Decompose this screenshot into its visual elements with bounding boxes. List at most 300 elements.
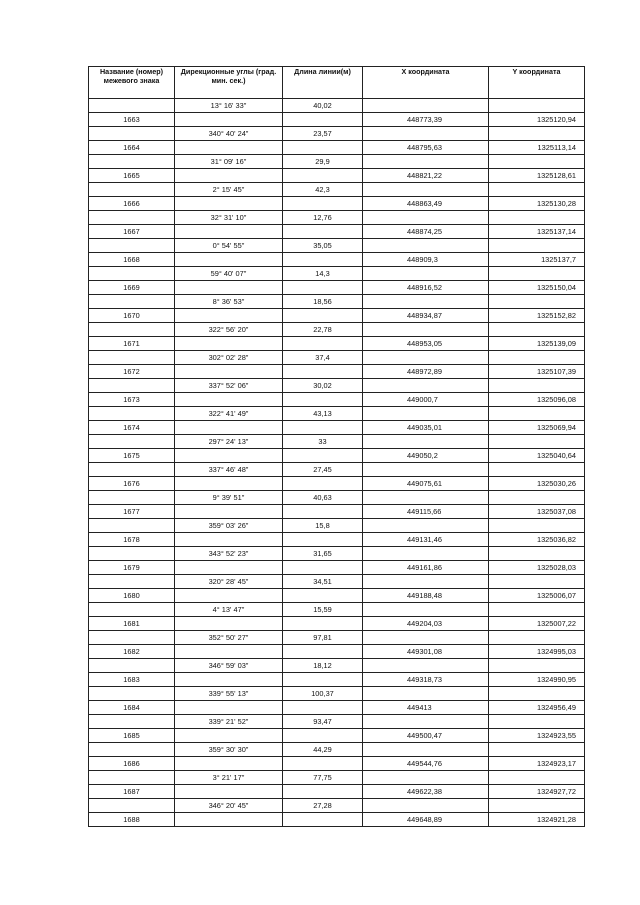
point-x: 449648,89 [363,813,489,827]
segment-empty [363,379,489,393]
point-x: 449131,46 [363,533,489,547]
point-id: 1674 [89,421,175,435]
point-y: 1325007,22 [489,617,585,631]
point-empty [283,449,363,463]
point-x: 448863,49 [363,197,489,211]
segment-row [89,799,585,813]
point-row [89,449,585,463]
point-y: 1325040,64 [489,449,585,463]
point-empty [283,757,363,771]
segment-empty [89,715,175,729]
point-empty [283,673,363,687]
point-row [89,477,585,491]
segment-row [89,575,585,589]
header-length: Длина линии(м) [283,67,363,99]
point-id: 1678 [89,533,175,547]
segment-empty [489,575,585,589]
segment-row [89,155,585,169]
segment-empty [489,547,585,561]
point-empty [283,169,363,183]
segment-length: 30,02 [283,379,363,393]
header-x: Х координата [363,67,489,99]
point-empty [175,477,283,491]
header-angles: Дирекционные углы (град. мин. сек.) [175,67,283,99]
point-id: 1666 [89,197,175,211]
point-row [89,617,585,631]
point-y: 1325096,08 [489,393,585,407]
segment-row [89,435,585,449]
point-row [89,281,585,295]
segment-length: 12,76 [283,211,363,225]
point-empty [175,393,283,407]
segment-length: 43,13 [283,407,363,421]
segment-empty [89,379,175,393]
segment-empty [363,183,489,197]
segment-empty [89,687,175,701]
point-x: 449544,76 [363,757,489,771]
segment-angle: 2° 15' 45" [175,183,283,197]
point-id: 1669 [89,281,175,295]
point-empty [175,169,283,183]
point-id: 1667 [89,225,175,239]
point-y: 1325120,94 [489,113,585,127]
point-empty [175,197,283,211]
point-empty [283,141,363,155]
segment-angle: 359° 30' 30" [175,743,283,757]
point-empty [283,561,363,575]
point-id: 1668 [89,253,175,267]
segment-row [89,379,585,393]
segment-angle: 339° 55' 13" [175,687,283,701]
segment-empty [363,155,489,169]
point-row [89,813,585,827]
point-id: 1665 [89,169,175,183]
segment-row [89,463,585,477]
segment-length: 93,47 [283,715,363,729]
point-empty [283,589,363,603]
point-row [89,701,585,715]
segment-empty [363,99,489,113]
point-row [89,113,585,127]
point-id: 1677 [89,505,175,519]
point-empty [175,141,283,155]
segment-length: 31,65 [283,547,363,561]
segment-length: 23,57 [283,127,363,141]
point-empty [175,533,283,547]
segment-empty [89,155,175,169]
segment-empty [363,575,489,589]
point-y: 1325128,61 [489,169,585,183]
point-empty [283,505,363,519]
segment-angle: 346° 20' 45" [175,799,283,813]
point-y: 1325137,7 [489,253,585,267]
segment-row [89,603,585,617]
point-y: 1325130,28 [489,197,585,211]
point-x: 449188,48 [363,589,489,603]
point-empty [175,337,283,351]
segment-empty [89,407,175,421]
segment-empty [363,323,489,337]
segment-length: 40,02 [283,99,363,113]
segment-angle: 352° 50' 27" [175,631,283,645]
point-id: 1670 [89,309,175,323]
point-empty [283,393,363,407]
point-empty [283,477,363,491]
point-x: 449035,01 [363,421,489,435]
point-y: 1324927,72 [489,785,585,799]
point-x: 448934,87 [363,309,489,323]
segment-angle: 346° 59' 03" [175,659,283,673]
point-row [89,645,585,659]
point-y: 1325139,09 [489,337,585,351]
segment-empty [489,435,585,449]
point-empty [175,421,283,435]
segment-empty [489,155,585,169]
point-row [89,225,585,239]
point-id: 1672 [89,365,175,379]
point-empty [175,589,283,603]
point-empty [175,757,283,771]
point-y: 1325028,03 [489,561,585,575]
header-name: Название (номер) межевого знака [89,67,175,99]
point-x: 449050,2 [363,449,489,463]
segment-empty [89,603,175,617]
point-x: 449318,73 [363,673,489,687]
segment-angle: 13° 16' 33" [175,99,283,113]
point-empty [283,617,363,631]
segment-empty [89,267,175,281]
point-empty [283,729,363,743]
segment-empty [363,491,489,505]
point-y: 1325150,04 [489,281,585,295]
segment-empty [89,323,175,337]
point-row [89,757,585,771]
point-empty [175,645,283,659]
segment-angle: 322° 41' 49" [175,407,283,421]
segment-row [89,267,585,281]
point-row [89,141,585,155]
segment-empty [489,379,585,393]
segment-empty [89,295,175,309]
point-y: 1324956,49 [489,701,585,715]
point-y: 1325113,14 [489,141,585,155]
segment-row [89,127,585,141]
header-row [89,67,585,99]
segment-empty [89,575,175,589]
point-y: 1325152,82 [489,309,585,323]
point-row [89,673,585,687]
segment-empty [89,771,175,785]
segment-empty [363,687,489,701]
point-y: 1325030,26 [489,477,585,491]
segment-length: 37,4 [283,351,363,365]
segment-empty [363,407,489,421]
segment-empty [489,519,585,533]
segment-angle: 3° 21' 17" [175,771,283,785]
segment-row [89,295,585,309]
segment-empty [489,323,585,337]
segment-row [89,323,585,337]
point-x: 449500,47 [363,729,489,743]
point-empty [175,365,283,379]
coordinates-table [88,66,585,827]
segment-row [89,239,585,253]
segment-length: 77,75 [283,771,363,785]
segment-length: 18,12 [283,659,363,673]
point-id: 1675 [89,449,175,463]
point-row [89,393,585,407]
point-x: 448795,63 [363,141,489,155]
segment-empty [363,603,489,617]
segment-length: 44,29 [283,743,363,757]
point-id: 1682 [89,645,175,659]
point-x: 449413 [363,701,489,715]
segment-angle: 339° 21' 52" [175,715,283,729]
point-id: 1685 [89,729,175,743]
point-empty [175,617,283,631]
segment-empty [363,239,489,253]
point-x: 448916,52 [363,281,489,295]
segment-empty [89,631,175,645]
segment-empty [363,463,489,477]
segment-empty [489,351,585,365]
segment-empty [363,799,489,813]
point-id: 1683 [89,673,175,687]
segment-empty [89,99,175,113]
point-x: 449301,08 [363,645,489,659]
segment-angle: 31° 09' 16" [175,155,283,169]
segment-length: 33 [283,435,363,449]
segment-empty [89,463,175,477]
segment-empty [363,127,489,141]
point-empty [175,253,283,267]
segment-empty [489,771,585,785]
segment-empty [363,547,489,561]
segment-empty [89,211,175,225]
point-x: 449161,86 [363,561,489,575]
point-row [89,561,585,575]
point-y: 1325069,94 [489,421,585,435]
segment-empty [363,519,489,533]
point-row [89,309,585,323]
segment-empty [489,463,585,477]
segment-row [89,631,585,645]
point-x: 449622,38 [363,785,489,799]
point-row [89,785,585,799]
point-id: 1681 [89,617,175,631]
point-id: 1676 [89,477,175,491]
segment-empty [89,127,175,141]
segment-row [89,547,585,561]
segment-empty [489,239,585,253]
segment-angle: 337° 52' 06" [175,379,283,393]
segment-empty [489,127,585,141]
point-row [89,505,585,519]
segment-length: 35,05 [283,239,363,253]
point-id: 1663 [89,113,175,127]
point-empty [283,197,363,211]
point-row [89,729,585,743]
point-empty [175,309,283,323]
point-empty [175,673,283,687]
segment-angle: 32° 31' 10" [175,211,283,225]
segment-empty [89,659,175,673]
point-y: 1324923,17 [489,757,585,771]
segment-length: 42,3 [283,183,363,197]
point-y: 1325107,39 [489,365,585,379]
segment-length: 15,59 [283,603,363,617]
segment-angle: 340° 40' 24" [175,127,283,141]
segment-empty [363,743,489,757]
segment-row [89,715,585,729]
point-id: 1688 [89,813,175,827]
segment-row [89,183,585,197]
segment-empty [489,99,585,113]
point-x: 449000,7 [363,393,489,407]
segment-row [89,519,585,533]
point-y: 1325037,08 [489,505,585,519]
segment-empty [363,435,489,449]
segment-length: 40,63 [283,491,363,505]
segment-empty [489,267,585,281]
point-x: 448773,39 [363,113,489,127]
point-empty [175,561,283,575]
segment-row [89,743,585,757]
segment-empty [489,407,585,421]
segment-empty [89,239,175,253]
segment-length: 34,51 [283,575,363,589]
point-row [89,197,585,211]
segment-length: 100,37 [283,687,363,701]
point-empty [175,113,283,127]
segment-empty [489,183,585,197]
point-id: 1671 [89,337,175,351]
segment-empty [363,211,489,225]
point-y: 1325036,82 [489,533,585,547]
segment-row [89,491,585,505]
segment-empty [489,631,585,645]
point-empty [283,701,363,715]
segment-empty [363,659,489,673]
header-y: Y координата [489,67,585,99]
segment-row [89,659,585,673]
segment-angle: 9° 39' 51" [175,491,283,505]
point-row [89,253,585,267]
segment-empty [489,687,585,701]
point-x: 449075,61 [363,477,489,491]
point-row [89,169,585,183]
point-empty [175,505,283,519]
point-x: 449115,66 [363,505,489,519]
segment-empty [489,603,585,617]
point-y: 1324990,95 [489,673,585,687]
segment-length: 18,56 [283,295,363,309]
point-empty [175,813,283,827]
segment-empty [363,351,489,365]
point-id: 1684 [89,701,175,715]
segment-angle: 320° 28' 45" [175,575,283,589]
point-x: 448821,22 [363,169,489,183]
point-id: 1680 [89,589,175,603]
point-row [89,589,585,603]
segment-empty [489,491,585,505]
segment-empty [89,435,175,449]
segment-length: 27,28 [283,799,363,813]
point-empty [283,281,363,295]
point-empty [175,701,283,715]
segment-angle: 0° 54' 55" [175,239,283,253]
point-empty [283,309,363,323]
point-y: 1324995,03 [489,645,585,659]
point-empty [283,785,363,799]
segment-empty [89,491,175,505]
point-empty [175,729,283,743]
point-empty [175,281,283,295]
point-x: 448909,3 [363,253,489,267]
segment-length: 29,9 [283,155,363,169]
point-y: 1325137,14 [489,225,585,239]
table-body [89,99,585,827]
segment-angle: 59° 40' 07" [175,267,283,281]
point-y: 1325006,07 [489,589,585,603]
point-row [89,365,585,379]
segment-row [89,99,585,113]
segment-angle: 337° 46' 48" [175,463,283,477]
point-x: 448874,25 [363,225,489,239]
segment-length: 14,3 [283,267,363,281]
segment-empty [89,519,175,533]
point-row [89,533,585,547]
segment-empty [89,547,175,561]
segment-angle: 4° 13' 47" [175,603,283,617]
segment-length: 22,78 [283,323,363,337]
point-empty [283,421,363,435]
segment-empty [363,267,489,281]
segment-row [89,771,585,785]
point-x: 448972,89 [363,365,489,379]
point-empty [283,337,363,351]
segment-empty [89,351,175,365]
point-id: 1686 [89,757,175,771]
point-empty [175,225,283,239]
point-empty [283,225,363,239]
point-x: 449204,03 [363,617,489,631]
segment-angle: 359° 03' 26" [175,519,283,533]
point-empty [283,365,363,379]
segment-empty [89,799,175,813]
segment-length: 27,45 [283,463,363,477]
point-row [89,421,585,435]
segment-empty [363,715,489,729]
segment-empty [489,295,585,309]
segment-empty [363,771,489,785]
segment-empty [363,631,489,645]
segment-angle: 297° 24' 13" [175,435,283,449]
segment-angle: 302° 02' 28" [175,351,283,365]
point-row [89,337,585,351]
point-y: 1324923,55 [489,729,585,743]
point-id: 1664 [89,141,175,155]
point-empty [175,449,283,463]
segment-empty [363,295,489,309]
segment-angle: 343° 52' 23" [175,547,283,561]
segment-angle: 322° 56' 20" [175,323,283,337]
segment-row [89,211,585,225]
point-x: 448953,05 [363,337,489,351]
segment-empty [89,183,175,197]
segment-row [89,351,585,365]
point-id: 1679 [89,561,175,575]
